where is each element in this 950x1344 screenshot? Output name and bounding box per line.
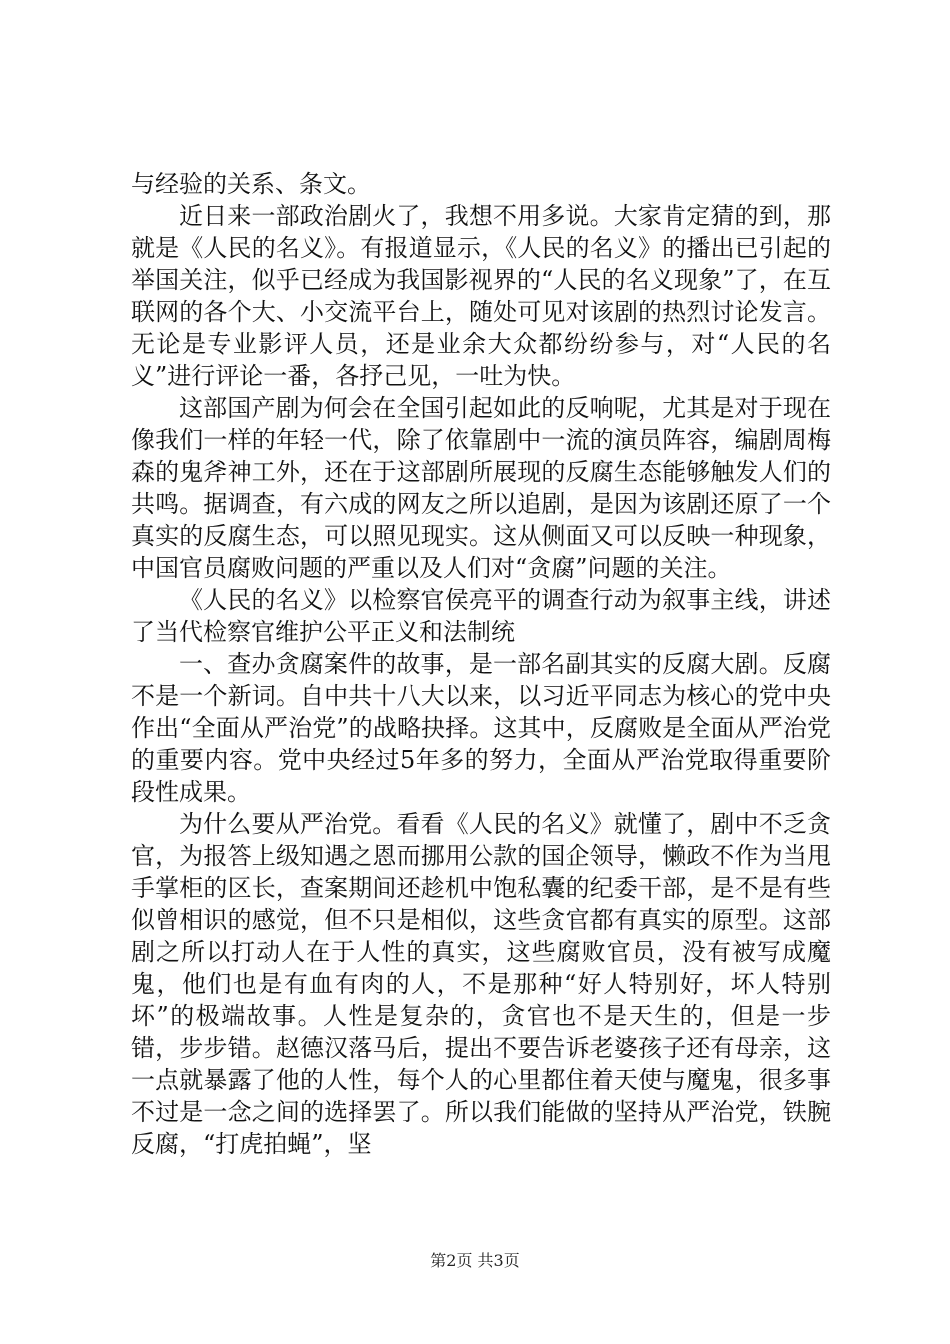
page-footer: [0, 1248, 950, 1271]
paragraph-3: 这部国产剧为何会在全国引起如此的反响呢，尤其是对于现在像我们一样的年轻一代，除了依靠剧中一流的演员阵容，编剧周梅森的鬼斧神工外，还在于这部剧所展现的反腐生态能够触发人们的共鸣。据调查，有六成的网友之所以追剧，是因为该剧还原了一个真实的反腐生态，可以照见现实。这从侧面又可以反映一种现象，中国官员腐败问题的严重以及人们对“贪腐”问题的关注。: [131, 394, 831, 582]
paragraph-4: 《人民的名义》以检察官侯亮平的调查行动为叙事主线，讲述了当代检察官维护公平正义和法制统: [131, 586, 831, 646]
paragraph-6: 为什么要从严治党。看看《人民的名义》就懂了，剧中不乏贪官，为报答上级知遇之恩而挪用公款的国企领导，懒政不作为当甩手掌柜的区长，查案期间还趁机中饱私囊的纪委干部，是不是有些似曾相识的感觉，但不只是相似，这些贪官都有真实的原型。这部剧之所以打动人在于人性的真实，这些腐败官员，没有被写成魔鬼，他们也是有血有肉的人，不是那种“好人特别好，坏人特别坏”的极端故事。人性是复杂的，贪官也不是天生的，但是一步错，步步错。赵德汉落马后，提出不要告诉老婆孩子还有母亲，这一点就暴露了他的人性，每个人的心里都住着天使与魔鬼，很多事不过是一念之间的选择罢了。所以我们能做的坚持从严治党，铁腕反腐，“打虎拍蝇”，坚: [131, 810, 831, 1158]
paragraph-5: 一、查办贪腐案件的故事，是一部名副其实的反腐大剧。反腐不是一个新词。自中共十八大以来，以习近平同志为核心的党中央作出“全面从严治党”的战略抉择。这其中，反腐败是全面从严治党的重要内容。党中央经过5年多的努力，全面从严治党取得重要阶段性成果。: [131, 650, 831, 806]
page-number: 第2页: [430, 1251, 473, 1270]
paragraph-1: 与经验的关系、条文。: [131, 170, 371, 198]
paragraph-2: 近日来一部政治剧火了，我想不用多说。大家肯定猜的到，那就是《人民的名义》。有报道显示，《人民的名义》的播出已引起的举国关注，似乎已经成为我国影视界的“人民的名义现象”了，在互联网的各个大、小交流平台上，随处可见对该剧的热烈讨论发言。无论是专业影评人员，还是业余大众都纷纷参与，对“人民的名义”进行评论一番，各抒己见，一吐为快。: [131, 202, 831, 390]
document-body: [131, 168, 831, 1160]
page-total: 共3页: [477, 1251, 520, 1270]
